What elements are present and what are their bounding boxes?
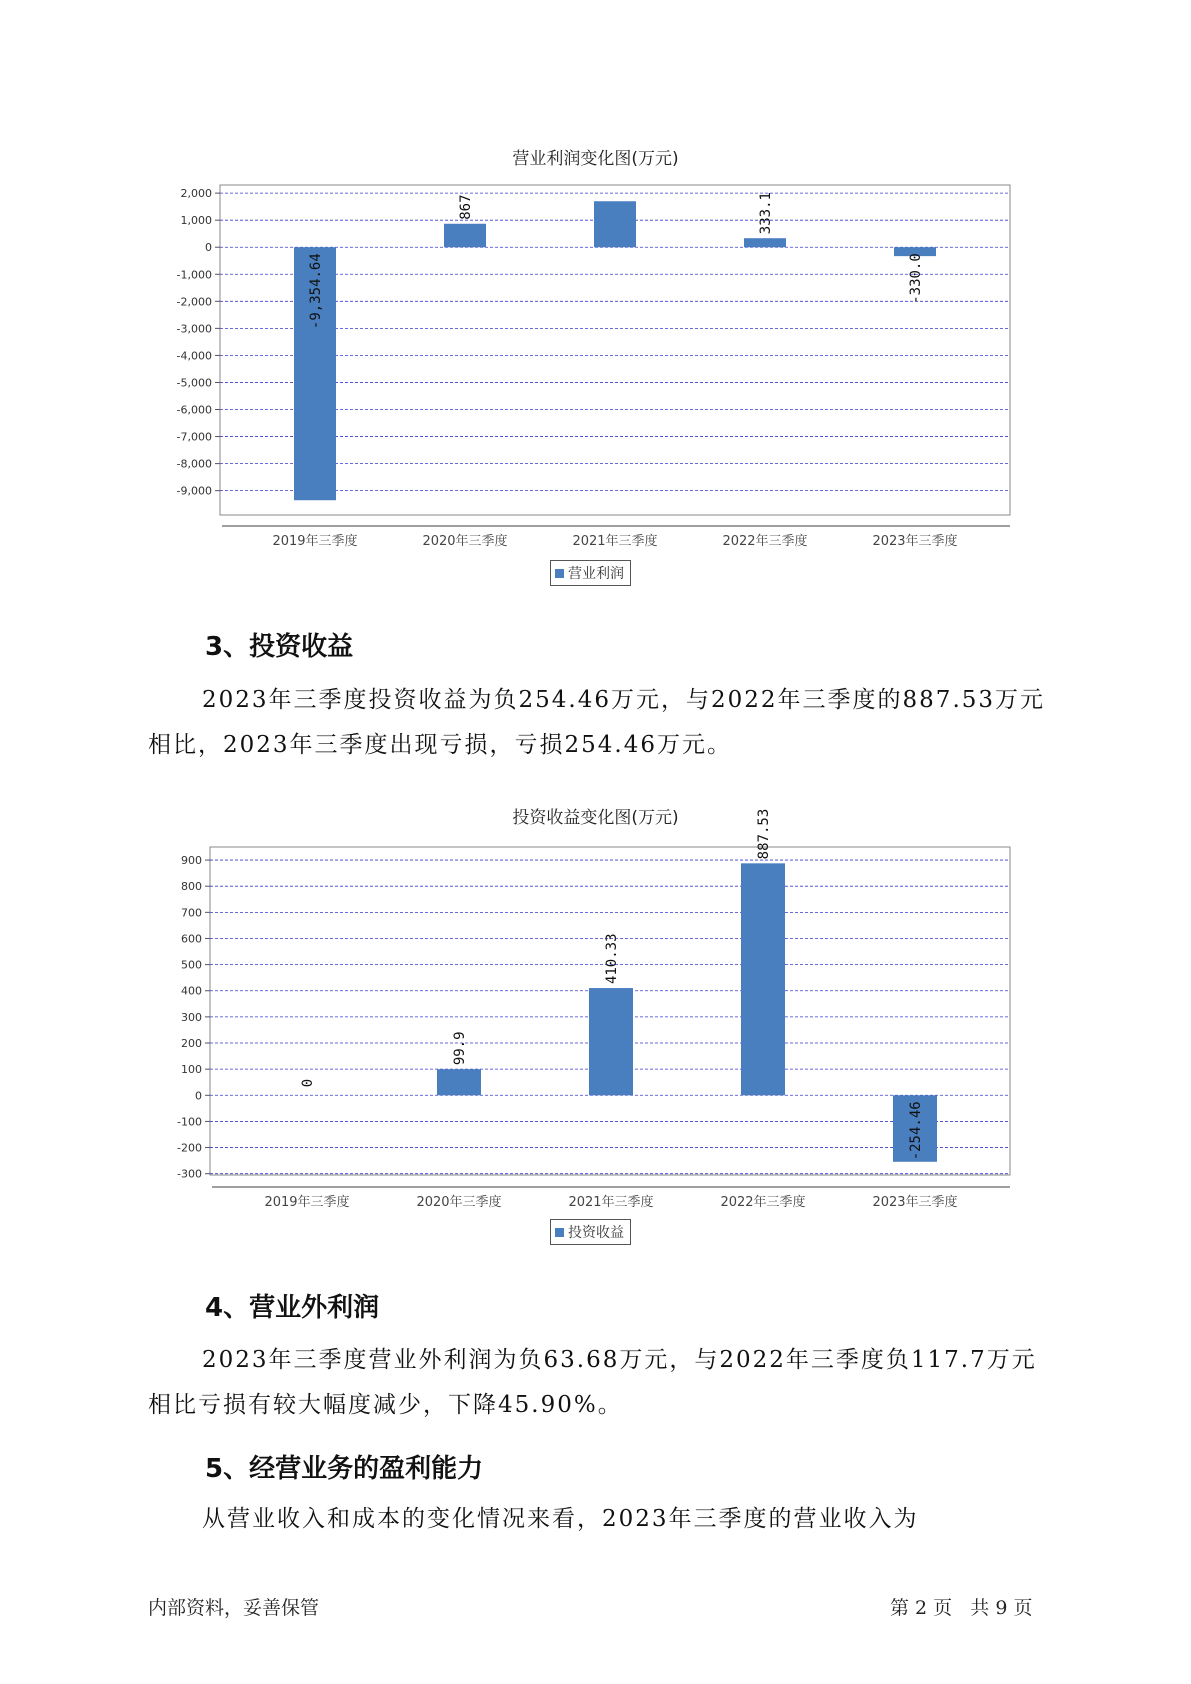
y-tick-label: -9,000 <box>176 484 212 498</box>
x-tick-label: 2021年三季度 <box>572 534 658 549</box>
chart-title: 投资收益变化图(万元) <box>512 808 679 828</box>
bar-value-label: 0 <box>300 1078 316 1088</box>
x-tick-label: 2020年三季度 <box>422 534 508 549</box>
y-tick-label: 2,000 <box>180 187 212 201</box>
bar-value-label: 333.1 <box>758 192 774 235</box>
y-tick-label: 400 <box>181 984 202 998</box>
bar-value-label: 867 <box>458 194 474 220</box>
bar <box>589 988 633 1095</box>
y-tick-label: -1,000 <box>176 268 212 282</box>
bar <box>741 863 785 1095</box>
chart-legend <box>550 1219 631 1245</box>
y-tick-label: -7,000 <box>176 430 212 444</box>
y-tick-label: 1,000 <box>180 214 212 228</box>
y-tick-label: -6,000 <box>176 403 212 417</box>
bar-value-label: -330.0 <box>908 253 924 304</box>
x-tick-label: 2023年三季度 <box>872 1195 958 1210</box>
legend-label: 营业利润 <box>568 566 624 582</box>
section-4-heading: 4、营业外利润 <box>205 1293 380 1323</box>
y-tick-label: -300 <box>177 1167 202 1181</box>
bar-value-label: -254.46 <box>908 1101 924 1161</box>
x-tick-label: 2019年三季度 <box>272 534 358 549</box>
footer-page-number: 第 2 页 共 9 页 <box>890 1597 1033 1619</box>
x-tick-label: 2019年三季度 <box>264 1195 350 1210</box>
y-tick-label: 500 <box>181 958 202 972</box>
y-tick-label: 800 <box>181 880 202 894</box>
section-4-paragraph: 2023年三季度营业外利润为负63.68万元，与2022年三季度负117.7万元相比亏损有较大幅度减少，下降45.90%。 <box>148 1347 1037 1418</box>
bar-value-label: 410.33 <box>604 933 620 985</box>
section-3-paragraph: 2023年三季度投资收益为负254.46万元，与2022年三季度的887.53万元相比，2023年三季度出现亏损，亏损254.46万元。 <box>148 687 1046 758</box>
y-tick-label: 600 <box>181 932 202 946</box>
chart-title: 营业利润变化图(万元) <box>512 149 679 169</box>
x-tick-label: 2020年三季度 <box>416 1195 502 1210</box>
y-tick-label: -2,000 <box>176 295 212 309</box>
legend-label: 投资收益 <box>568 1225 624 1241</box>
y-tick-label: 200 <box>181 1037 202 1051</box>
x-tick-label: 2022年三季度 <box>722 534 808 549</box>
legend-swatch <box>555 1228 564 1237</box>
bar-value-label: -9,354.64 <box>308 253 324 330</box>
y-tick-label: 900 <box>181 854 202 868</box>
y-tick-label: 100 <box>181 1063 202 1077</box>
section-5-heading: 5、经营业务的盈利能力 <box>205 1454 484 1484</box>
y-tick-label: 0 <box>195 1089 202 1103</box>
y-tick-label: 700 <box>181 906 202 920</box>
y-tick-label: -8,000 <box>176 457 212 471</box>
y-tick-label: -5,000 <box>176 376 212 390</box>
section-3-heading: 3、投资收益 <box>205 632 354 662</box>
bar-value-label: 99.9 <box>452 1031 468 1066</box>
y-tick-label: -4,000 <box>176 349 212 363</box>
footer-left: 内部资料，妥善保管 <box>148 1597 320 1619</box>
y-tick-label: -100 <box>177 1115 202 1129</box>
x-tick-label: 2023年三季度 <box>872 534 958 549</box>
y-tick-label: 300 <box>181 1010 202 1024</box>
section-5-paragraph: 从营业收入和成本的变化情况来看，2023年三季度的营业收入为 <box>202 1506 919 1532</box>
x-tick-label: 2022年三季度 <box>720 1195 806 1210</box>
y-tick-label: 0 <box>205 241 212 255</box>
y-tick-label: -200 <box>177 1141 202 1155</box>
bar <box>437 1069 481 1095</box>
y-tick-label: -3,000 <box>176 322 212 336</box>
x-tick-label: 2021年三季度 <box>568 1195 654 1210</box>
bar-value-label: 887.53 <box>756 808 772 860</box>
